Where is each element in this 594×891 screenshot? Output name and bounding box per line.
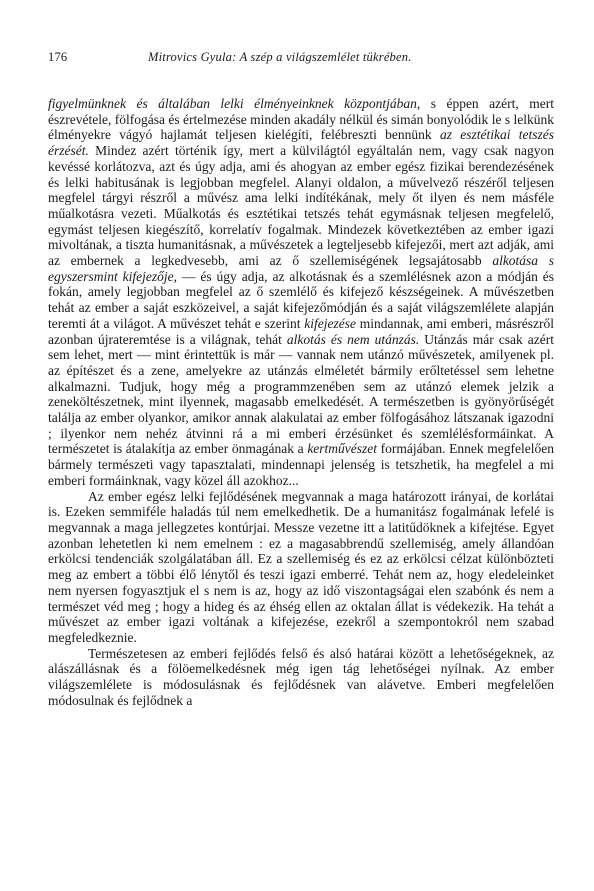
text-run: s éppen azért, mert észrevétele, fölfogása és értelmezése minden akadály nélkül és simán bonyolódik le s lelkünk élményekre vágyó hajlamát teljesen kielégíti, felébreszti bennünk [48,96,555,143]
body-text [48,96,554,708]
page-number: 176 [48,50,68,64]
text-run: Mindez azért történik így, mert a külvilágtól egyáltalán nem, vagy csak nagyon kevéssé korlátozva, azt és úgy adja, ami és ahogyan az ember egész fizikai berendezésének és lelki habitusának is legjobban megfelel. Alanyi oldalon, a művelvező részéről teljesen megfelel tárgyi részről a művész ama lelki indítékának, mely őt ilyen és nem másféle műalkotásra vezeti. Műalkotás és esztétikai tetszés tehát egymásnak teljesen megfelelő, egymást teljesen kiegészítő, korrelatív fogalmak. Mindezek következtében az ember igazi mivoltának, a tiszta humanitásnak, a művészetek a legteljesebb kifejezői, mert azt adják, ami az embernek a legkedvesebb, ami az ő szellemiségének legsajátosabb [48,143,554,269]
text-run: formájában. Ennek megfelelően bármely természeti vagy tapasztalati, mindennapi jelenség is tetszhetik, ha megfelel a mi emberi formáinknak, vagy közel áll azokhoz... [48,441,554,488]
paragraph-3 [48,646,554,709]
text-run: — és úgy adja, az alkotásnak és a szemlélésnek azon a módján és fokán, amely legjobban megfelel az ő szemlélő és kifejező készségeinek. A művészetben tehát az ember a saját eszközeivel, a saját kifejezőmódján és a saját világszemlélete alapján teremti át a világot. A művészet tehát e szerint [48,268,554,331]
italic-run: alkotása s egyszersmint kifejezője, [48,253,554,284]
page-header [48,50,548,68]
text-run: Utánzás már csak azért sem lehet, mert — mint érintettük is már — vannak nem utánzó művészetek, amilyenek pl. az építészet és a zene, amelyekre az utánzás elméletét bármily erőltetéssel sem lehetne alkalmazni. Tudjuk, hogy még a programmzenében sem az utánzó elemek jelzik a zeneköltészetnek, mint ilyennek, magasabb emelkedését. A természetben is gyönyörűségét találja az ember olyankor, amikor annak alakulatai az ember fölfogásához látszanak igazodni ; ilyenkor nem nehéz átvinni rá a mi emberi érzésünket és szemlélésformáinkat. A természetet is átalakítja az ember önmagának a [48,331,554,457]
italic-run: figyelmünknek és általában lelki élményeinknek központjában, [48,96,421,111]
text-run: Természetesen az emberi fejlődés felső és alsó határai között a lehetőségeknek, az alászállásnak és a fölöemelkedésnek még igen tág lehetőségei nyílnak. Az ember világszemlélete is módosulásnak és fejlődésnek van alávetve. Emberi megfelelően módosulnak és fejlődnek a [48,645,554,708]
paragraph-2 [48,489,554,646]
italic-run: kertművészet [307,441,378,457]
running-head: Mitrovics Gyula: A szép a világszemlélet tükrében. [148,50,412,64]
text-run: mindannak, ami emberi, másrészről azonban újrateremtése is a világnak, tehát [48,315,554,347]
text-run: Az ember egész lelki fejlődésének megvannak a maga határozott irányai, de korlátai is. Ezeken semmiféle haladás túl nem emelkedhetik. De a humanitász fogalmának lefelé is megvannak a maga jellegzetes kontúrjai. Messze vezetne itt a latitűdöknek a kifejtése. Egyet azonban lehetetlen ki nem emelnem : ez a magasabbrendű szellemiség, amely állandóan erkölcsi tendenciák szolgálatában áll. Ez a szellemiség és ez az erkölcsi célzat különbözteti meg az embert a többi élő lénytől és teszi igazi emberré. Tehát nem az, hogy eledeleinket nem nyersen fogyasztjuk el s nem is az, hogy az idő viszontagságai elen szabónk és nem a természet véd meg ; hogy a hideg és az éhség ellen az oktalan állat is védekezik. Ha tehát a művészet az ember igazi voltának a kifejezése, ezekről a szempontokról nem szabad megfeledkeznie. [48,488,554,645]
paragraph-1 [48,96,554,489]
italic-run: kifejezése [304,315,356,331]
italic-run: az esztétikai tetszés érzését. [48,127,554,159]
italic-run: alkotás és nem utánzás. [286,331,420,347]
